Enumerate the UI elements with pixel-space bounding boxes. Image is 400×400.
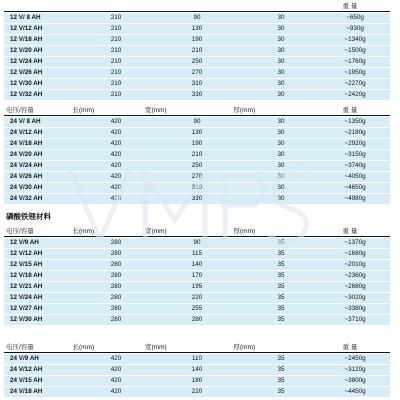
table-row [4, 24, 390, 34]
cell-weight: ~3740g [320, 161, 390, 171]
cell-width: 90 [152, 117, 242, 127]
cell-weight: ~1500g [320, 46, 390, 56]
cell-width: 195 [152, 282, 242, 292]
cell-voltage: 12 V/ 8 AH [4, 13, 80, 23]
spec-table [4, 353, 390, 398]
cell-weight: ~2010g [320, 260, 390, 270]
cell-thickness: 30 [242, 117, 320, 127]
table-row [4, 79, 390, 89]
cell-voltage: 12 V/12 AH [4, 24, 80, 34]
cell-weight: ~4450g [320, 387, 390, 397]
cell-thickness: 35 [242, 304, 320, 314]
table-row [4, 139, 390, 149]
table-row [4, 161, 390, 171]
cell-voltage: 24 V/30 AH [4, 183, 80, 193]
cell-width: 190 [152, 139, 242, 149]
cell-thickness: 30 [242, 57, 320, 67]
cell-weight: ~1680g [320, 249, 390, 259]
cell-thickness: 35 [242, 293, 320, 303]
table-row [4, 354, 390, 364]
cell-width: 140 [152, 365, 242, 375]
table-row [4, 387, 390, 397]
spec-table [4, 116, 390, 205]
cell-weight: ~3380g [320, 304, 390, 314]
cell-voltage: 24 V/32 AH [4, 194, 80, 204]
cell-length: 420 [80, 161, 152, 171]
cell-voltage: 24 V/18 AH [4, 387, 80, 397]
cell-thickness: 35 [242, 238, 320, 248]
cell-voltage: 12 V/24 AH [4, 293, 80, 303]
cell-weight: ~2920g [320, 139, 390, 149]
cell-voltage: 12 V/26 AH [4, 68, 80, 78]
cell-weight: ~3800g [320, 376, 390, 386]
cell-width: 250 [152, 161, 242, 171]
cell-length: 280 [80, 249, 152, 259]
cell-width: 330 [152, 194, 242, 204]
cell-voltage: 24 V/15 AH [4, 376, 80, 386]
table-row [4, 249, 390, 259]
table-row [4, 238, 390, 248]
cell-length: 420 [80, 128, 152, 138]
cell-voltage: 24 V/ 8 AH [4, 117, 80, 127]
cell-weight: ~3120g [320, 365, 390, 375]
header-cell: 长(mm) [72, 107, 95, 114]
table-row [4, 117, 390, 127]
header-cell: 长(mm) [72, 344, 95, 351]
table-row [4, 282, 390, 292]
cell-length: 210 [80, 13, 152, 23]
table-row [4, 150, 390, 160]
cell-weight: ~1950g [320, 68, 390, 78]
cell-thickness: 35 [242, 260, 320, 270]
cell-thickness: 30 [242, 35, 320, 45]
header-cell: 电压/容量 [6, 107, 34, 114]
cell-voltage: 12 V/20 AH [4, 46, 80, 56]
header-cell: 重 量 [342, 3, 358, 10]
cell-voltage: 12 V/21 AH [4, 282, 80, 292]
table-row [4, 183, 390, 193]
cell-length: 210 [80, 57, 152, 67]
table-section-lfp-24v [4, 341, 390, 398]
cell-weight: ~4980g [320, 194, 390, 204]
cell-voltage: 24 V/9 AH [4, 354, 80, 364]
cell-length: 420 [80, 354, 152, 364]
cell-width: 280 [152, 315, 242, 325]
cell-length: 210 [80, 90, 152, 100]
cell-weight: ~2450g [320, 354, 390, 364]
cell-thickness: 35 [242, 354, 320, 364]
cell-width: 210 [152, 46, 242, 56]
cell-weight: ~4050g [320, 172, 390, 182]
cell-length: 420 [80, 183, 152, 193]
cell-length: 280 [80, 315, 152, 325]
cell-weight: ~1370g [320, 238, 390, 248]
cell-length: 210 [80, 46, 152, 56]
cell-length: 420 [80, 376, 152, 386]
cell-voltage: 24 V/12 AH [4, 128, 80, 138]
cell-voltage: 24 V/26 AH [4, 172, 80, 182]
header-cell: 重 量 [342, 344, 358, 351]
cell-width: 250 [152, 57, 242, 67]
cell-length: 280 [80, 304, 152, 314]
table-row [4, 128, 390, 138]
cell-width: 330 [152, 90, 242, 100]
cell-weight: ~3020g [320, 293, 390, 303]
cell-thickness: 30 [242, 46, 320, 56]
cell-length: 210 [80, 24, 152, 34]
table-header-row [4, 0, 390, 12]
table-section-lfp-12v [4, 225, 390, 326]
cell-voltage: 12 V/27 AH [4, 304, 80, 314]
cell-weight: ~930g [320, 24, 390, 34]
table-row [4, 194, 390, 204]
cell-voltage: 12 V/24 AH [4, 57, 80, 67]
cell-thickness: 30 [242, 79, 320, 89]
cell-width: 270 [152, 172, 242, 182]
cell-width: 190 [152, 35, 242, 45]
table-row [4, 271, 390, 281]
cell-length: 420 [80, 150, 152, 160]
cell-weight: ~2680g [320, 282, 390, 292]
table-row [4, 315, 390, 325]
cell-width: 270 [152, 68, 242, 78]
cell-weight: ~2360g [320, 271, 390, 281]
cell-length: 280 [80, 271, 152, 281]
table-row [4, 376, 390, 386]
header-cell: 重 量 [342, 107, 358, 114]
cell-weight: ~2180g [320, 128, 390, 138]
table-section-24v [4, 104, 390, 205]
cell-thickness: 30 [242, 139, 320, 149]
cell-width: 255 [152, 304, 242, 314]
table-row [4, 90, 390, 100]
cell-thickness: 30 [242, 13, 320, 23]
header-cell: 重 量 [342, 228, 358, 235]
cell-thickness: 30 [242, 68, 320, 78]
table-header-row [4, 341, 390, 353]
table-row [4, 365, 390, 375]
header-cell: 长(mm) [72, 228, 95, 235]
header-cell: 宽(mm) [145, 344, 167, 351]
cell-voltage: 12 V/18 AH [4, 35, 80, 45]
cell-thickness: 30 [242, 172, 320, 182]
cell-length: 420 [80, 172, 152, 182]
cell-width: 130 [152, 128, 242, 138]
cell-length: 280 [80, 260, 152, 270]
cell-thickness: 30 [242, 90, 320, 100]
cell-weight: ~3710g [320, 315, 390, 325]
cell-voltage: 12 V/15 AH [4, 260, 80, 270]
cell-width: 220 [152, 387, 242, 397]
table-row [4, 304, 390, 314]
cell-weight: ~1760g [320, 57, 390, 67]
table-row [4, 46, 390, 56]
section-title: 磷酸铁锂材料 [6, 212, 51, 221]
cell-thickness: 30 [242, 150, 320, 160]
header-cell: 厚(mm) [233, 228, 256, 235]
table-header-row [4, 104, 390, 116]
spec-table [4, 12, 390, 101]
cell-length: 210 [80, 35, 152, 45]
cell-width: 90 [152, 238, 242, 248]
cell-width: 140 [152, 260, 242, 270]
cell-thickness: 35 [242, 365, 320, 375]
cell-voltage: 12 V/12 AH [4, 249, 80, 259]
table-row [4, 57, 390, 67]
cell-thickness: 30 [242, 161, 320, 171]
header-cell: 宽(mm) [145, 107, 167, 114]
table-row [4, 35, 390, 45]
cell-length: 280 [80, 282, 152, 292]
cell-voltage: 12 V/9 AH [4, 238, 80, 248]
cell-thickness: 30 [242, 128, 320, 138]
table-row [4, 13, 390, 23]
cell-thickness: 35 [242, 249, 320, 259]
cell-length: 210 [80, 79, 152, 89]
cell-weight: ~3150g [320, 150, 390, 160]
cell-thickness: 35 [242, 282, 320, 292]
cell-width: 310 [152, 79, 242, 89]
cell-width: 210 [152, 150, 242, 160]
cell-width: 115 [152, 249, 242, 259]
cell-length: 210 [80, 68, 152, 78]
header-cell: 宽(mm) [145, 228, 167, 235]
cell-weight: ~1340g [320, 35, 390, 45]
cell-voltage: 24 V/18 AH [4, 139, 80, 149]
cell-voltage: 24 V/12 AH [4, 365, 80, 375]
table-header-row [4, 225, 390, 237]
table-row [4, 293, 390, 303]
header-cell: 电压/容量 [6, 228, 34, 235]
table-row [4, 260, 390, 270]
cell-voltage: 12 V/30 AH [4, 315, 80, 325]
cell-voltage: 24 V/20 AH [4, 150, 80, 160]
cell-width: 310 [152, 183, 242, 193]
cell-width: 180 [152, 376, 242, 386]
cell-length: 420 [80, 194, 152, 204]
cell-length: 280 [80, 293, 152, 303]
table-section-12v [4, 0, 390, 101]
cell-width: 130 [152, 24, 242, 34]
cell-thickness: 30 [242, 183, 320, 193]
header-cell: 厚(mm) [233, 344, 256, 351]
cell-length: 420 [80, 139, 152, 149]
cell-weight: ~650g [320, 13, 390, 23]
header-cell: 厚(mm) [233, 107, 256, 114]
cell-length: 280 [80, 238, 152, 248]
cell-thickness: 35 [242, 376, 320, 386]
cell-length: 420 [80, 387, 152, 397]
cell-weight: ~1350g [320, 117, 390, 127]
cell-voltage: 12 V/32 AH [4, 90, 80, 100]
table-row [4, 172, 390, 182]
header-cell: 电压/容量 [6, 344, 34, 351]
cell-thickness: 35 [242, 387, 320, 397]
cell-width: 110 [152, 354, 242, 364]
cell-thickness: 30 [242, 194, 320, 204]
cell-weight: ~2270g [320, 79, 390, 89]
cell-voltage: 12 V/18 AH [4, 271, 80, 281]
table-row [4, 68, 390, 78]
cell-thickness: 35 [242, 315, 320, 325]
cell-width: 90 [152, 13, 242, 23]
cell-length: 420 [80, 117, 152, 127]
cell-width: 220 [152, 293, 242, 303]
cell-weight: ~2420g [320, 90, 390, 100]
cell-length: 420 [80, 365, 152, 375]
cell-width: 170 [152, 271, 242, 281]
cell-weight: ~4650g [320, 183, 390, 193]
spec-table [4, 237, 390, 326]
cell-thickness: 35 [242, 271, 320, 281]
cell-thickness: 30 [242, 24, 320, 34]
cell-voltage: 24 V/24 AH [4, 161, 80, 171]
cell-voltage: 12 V/30 AH [4, 79, 80, 89]
